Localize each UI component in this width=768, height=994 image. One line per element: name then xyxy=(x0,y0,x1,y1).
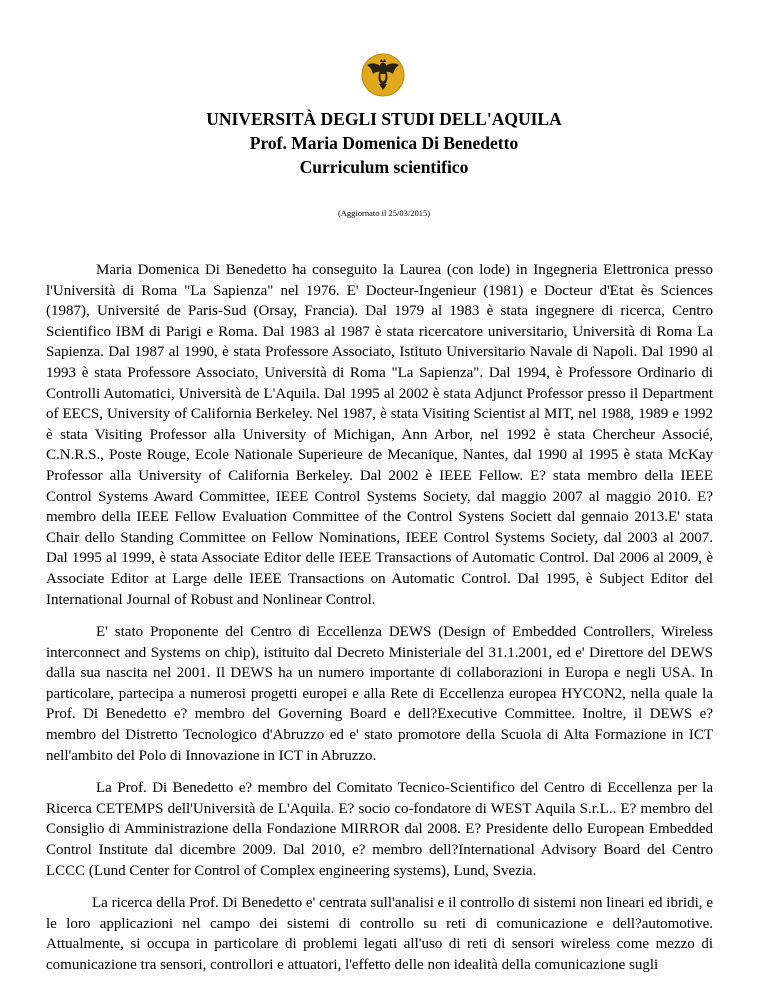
eagle-crest-icon xyxy=(361,53,405,97)
university-name: UNIVERSITÀ DEGLI STUDI DELL'AQUILA xyxy=(206,109,562,129)
document-title: Curriculum scientifico xyxy=(299,157,469,177)
paragraph-research: La ricerca della Prof. Di Benedetto e' centrata sull'analisi e il controllo di sistemi non lineari ed ibridi, e le loro applicazioni nel campo dei sistemi di controllo su reti di comunicazione e dell?automotive. Attualmente, si occupa in particolare di problemi legati all'uso di reti di sensori wireless come mezzo di comunicazione tra sensori, controllori e attuatori, l'effetto delle non idealità della comunicazione sugli xyxy=(46,895,713,973)
update-date: (Aggiornato il 25/03/2015) xyxy=(337,208,431,218)
paragraph-career: Maria Domenica Di Benedetto ha conseguito la Laurea (con lode) in Ingegneria Elettronica presso l'Università di Roma "La Sapienza" nel 1976. E' Docteur-Ingenieur (1981) e Docteur d'Etat ès Sciences (1987), Université de Paris-Sud (Orsay, Francia). Dal 1979 al 1983 è stata ingegnere di ricerca, Centro Scientifico IBM di Parigi e Roma. Dal 1983 al 1987 è stata ricercatore universitario, Università di Roma La Sapienza. Dal 1987 al 1990, è stata Professore Associato, Istituto Universitario Navale di Napoli. Dal 1990 al 1993 è stata Professore Associato, Università di Roma "La Sapienza". Dal 1994, è Professore Ordinario di Controlli Automatici, Università de L'Aquila. Dal 1995 al 2002 è stata Adjunct Professor presso il Department of EECS, University of California Berkeley. Nel 1987, è stata Visiting Scientist al MIT, nel 1988, 1989 e 1992 è stata Visiting Professor alla University of Michigan, Ann Arbor, nel 1992 è stata Chercheur Associé, C.N.R.S., Poste Rouge, Ecole Nationale Superieure de Mecanique, Nantes, dal 1990 al 1995 è stata McKay Professor alla University of California Berkeley. Dal 2002 è IEEE Fellow. E? stata membro della IEEE Control Systems Award Committee, IEEE Control Systems Society, dal maggio 2007 al maggio 2010. E? membro della IEEE Fellow Evaluation Committee of the Control Systens Societt dal gennaio 2013.E' stata Chair dello Standing Committee on Fellow Nominations, IEEE Control Systems Society, dal 2003 al 2007. Dal 1995 al 1999, è stata Associate Editor delle IEEE Transactions of Automatic Control. Dal 2006 al 2009, è Associate Editor at Large delle IEEE Transactions on Automatic Control. Dal 1995, è Subject Editor del International Journal of Robust and Nonlinear Control. xyxy=(46,262,713,608)
paragraph-dews: E' stato Proponente del Centro di Eccellenza DEWS (Design of Embedded Controllers, Wireless interconnect and Systems on chip), istituito dal Decreto Ministeriale del 31.1.2001, ed e' Direttore del DEWS dalla sua nascita nel 2001. Il DEWS ha un numero importante di collaborazioni in Europa e negli USA. In particolare, partecipa a numerosi progetti europei e alla Rete di Eccellenza europea HYCON2, nella quale la Prof. Di Benedetto e? membro del Governing Board e dell?Executive Committee. Inoltre, il DEWS e? membro del Distretto Tecnologico d'Abruzzo ed e' stato promotore della Scuola di Alta Formazione in ICT nell'ambito del Polo di Innovazione in ICT in Abruzzo. xyxy=(46,624,713,764)
document-body xyxy=(46,260,713,988)
professor-name: Prof. Maria Domenica Di Benedetto xyxy=(249,133,519,153)
paragraph-memberships: La Prof. Di Benedetto e? membro del Comitato Tecnico-Scientifico del Centro di Eccellenza per la Ricerca CETEMPS dell'Università de L'Aquila. E? socio co-fondatore di WEST Aquila S.r.L.. E? membro del Consiglio di Amministrazione della Fondazione MIRROR dal 2008. E? Presidente dello European Embedded Control Institute dal dicembre 2009. Dal 2010, e? membro dell?International Advisory Board del Centro LCCC (Lund Center for Control of Complex engineering systems), Lund, Svezia. xyxy=(46,780,713,879)
